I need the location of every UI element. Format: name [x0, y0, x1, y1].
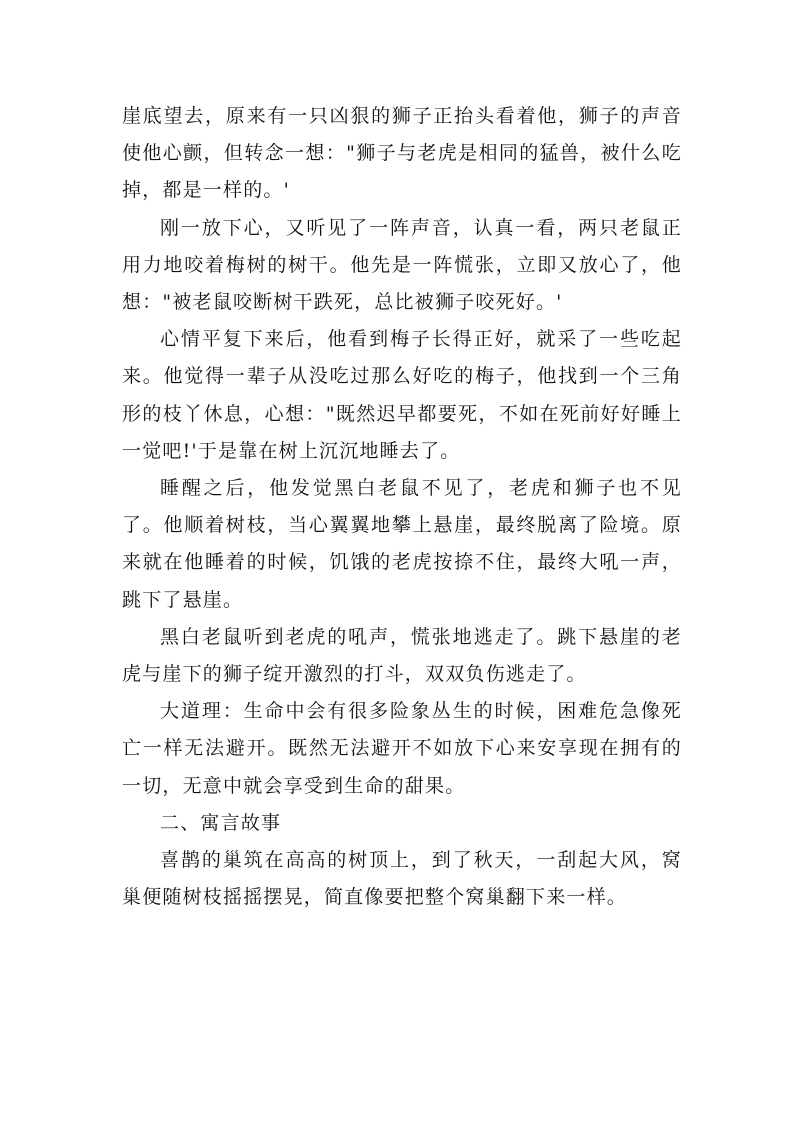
paragraph-continuation: 崖底望去，原来有一只凶狠的狮子正抬头看着他，狮子的声音使他心颤，但转念一想："狮子与老虎是相同的猛兽，被什么吃掉，都是一样的。'	[122, 105, 682, 202]
paragraph: 睡醒之后，他发觉黑白老鼠不见了，老虎和狮子也不见了。他顺着树枝，当心翼翼地攀上悬崖，最终脱离了险境。原来就在他睡着的时候，饥饿的老虎按捺不住，最终大吼一声，跳下了悬崖。	[122, 477, 682, 611]
paragraph-moral: 大道理：生命中会有很多险象丛生的时候，困难危急像死亡一样无法避开。既然无法避开不如放下心来安享现在拥有的一切，无意中就会享受到生命的甜果。	[122, 700, 682, 797]
paragraph: 刚一放下心，又听见了一阵声音，认真一看，两只老鼠正用力地咬着梅树的树干。他先是一阵慌张，立即又放心了，他想："被老鼠咬断树干跌死，总比被狮子咬死好。'	[122, 216, 682, 314]
paragraph: 喜鹊的巢筑在高高的树顶上，到了秋天，一刮起大风，窝巢便随树枝摇摇摆晃，简直像要把整个窝巢翻下来一样。	[122, 849, 682, 909]
paragraph: 心情平复下来后，他看到梅子长得正好，就采了一些吃起来。他觉得一辈子从没吃过那么好吃的梅子，他找到一个三角形的枝丫休息，心想："既然迟早都要死，不如在死前好好睡上一觉吧!'于是靠在树上沉沉地睡去了。	[122, 328, 682, 462]
document-body	[122, 98, 682, 916]
paragraph: 黑白老鼠听到老虎的吼声，慌张地逃走了。跳下悬崖的老虎与崖下的狮子绽开激烈的打斗，双双负伤逃走了。	[122, 625, 682, 686]
section-heading: 二、寓言故事	[160, 811, 282, 834]
